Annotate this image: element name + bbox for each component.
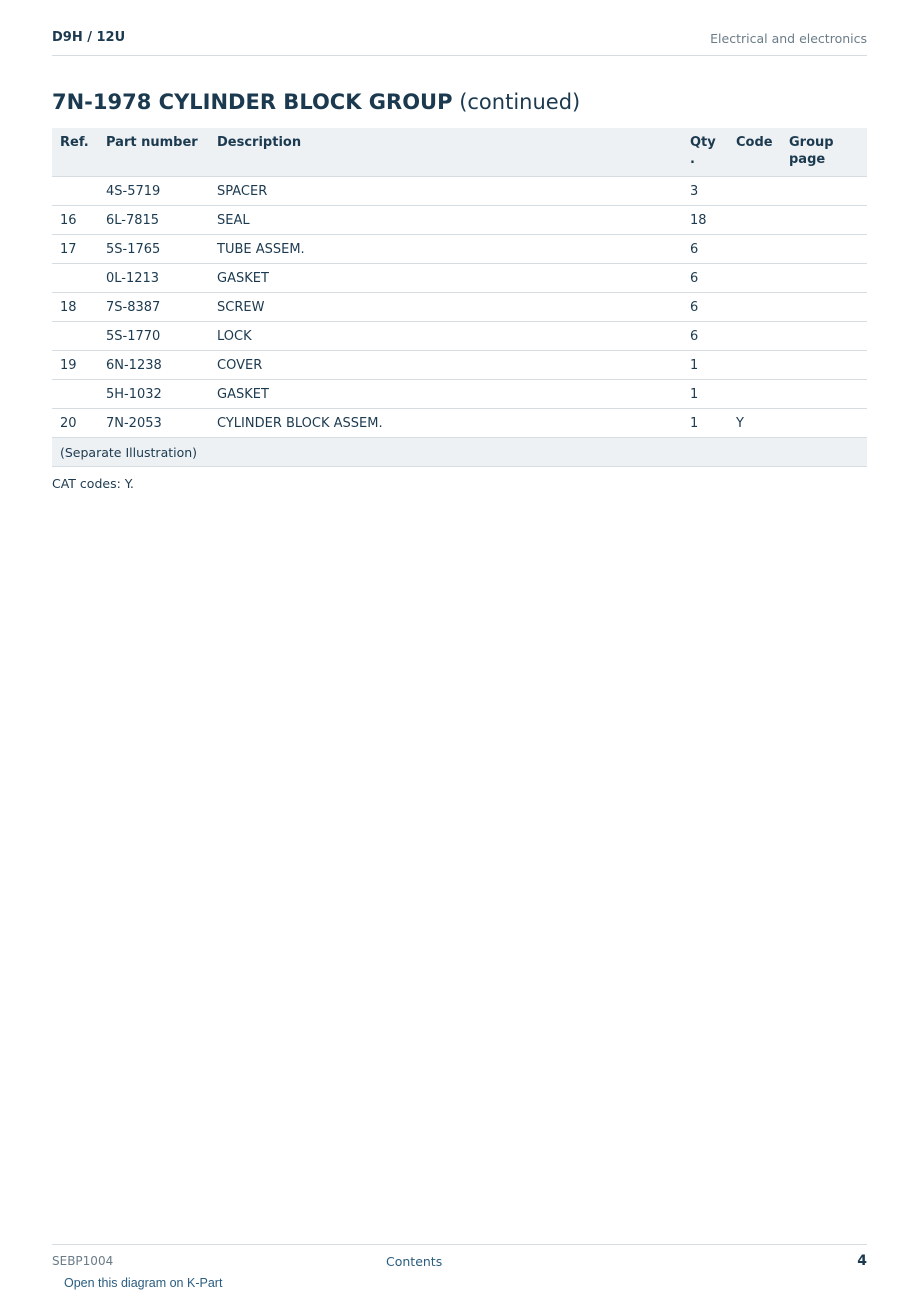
ref-cell bbox=[52, 380, 98, 409]
ref-cell: 16 bbox=[52, 206, 98, 235]
group-page-cell bbox=[781, 235, 867, 264]
table-row bbox=[52, 409, 867, 438]
ref-cell: 17 bbox=[52, 235, 98, 264]
table-row bbox=[52, 177, 867, 206]
ref-cell bbox=[52, 322, 98, 351]
description-cell: COVER bbox=[209, 351, 682, 380]
table-row bbox=[52, 293, 867, 322]
part-number-cell: 4S-5719 bbox=[98, 177, 209, 206]
part-number-cell: 5S-1770 bbox=[98, 322, 209, 351]
parts-table bbox=[52, 128, 867, 467]
qty-cell: 18 bbox=[682, 206, 728, 235]
page-title bbox=[52, 90, 580, 114]
title-suffix: (continued) bbox=[459, 90, 581, 114]
col-qty: Qty . bbox=[682, 128, 728, 177]
table-row bbox=[52, 235, 867, 264]
contents-link[interactable]: Contents bbox=[386, 1254, 443, 1269]
code-cell bbox=[728, 322, 781, 351]
section-label: Electrical and electronics bbox=[710, 31, 867, 46]
qty-cell: 6 bbox=[682, 293, 728, 322]
code-cell bbox=[728, 293, 781, 322]
code-cell bbox=[728, 235, 781, 264]
code-cell: Y bbox=[728, 409, 781, 438]
part-number-cell: 7N-2053 bbox=[98, 409, 209, 438]
group-page-cell bbox=[781, 206, 867, 235]
qty-cell: 6 bbox=[682, 322, 728, 351]
page-number: 4 bbox=[857, 1253, 867, 1269]
code-cell bbox=[728, 177, 781, 206]
description-cell: SCREW bbox=[209, 293, 682, 322]
code-cell bbox=[728, 351, 781, 380]
qty-cell: 1 bbox=[682, 409, 728, 438]
col-code: Code bbox=[728, 128, 781, 177]
part-number-cell: 7S-8387 bbox=[98, 293, 209, 322]
doc-id: SEBP1004 bbox=[52, 1254, 114, 1268]
table-row bbox=[52, 264, 867, 293]
group-page-cell bbox=[781, 177, 867, 206]
group-page-cell bbox=[781, 380, 867, 409]
description-cell: TUBE ASSEM. bbox=[209, 235, 682, 264]
qty-cell: 6 bbox=[682, 264, 728, 293]
description-cell: GASKET bbox=[209, 380, 682, 409]
description-cell: SEAL bbox=[209, 206, 682, 235]
ref-cell bbox=[52, 264, 98, 293]
page-header bbox=[52, 28, 867, 56]
group-page-cell bbox=[781, 351, 867, 380]
code-cell bbox=[728, 264, 781, 293]
group-page-cell bbox=[781, 293, 867, 322]
table-header-row bbox=[52, 128, 867, 177]
ref-cell: 19 bbox=[52, 351, 98, 380]
page-footer bbox=[52, 1244, 867, 1275]
separate-illustration-note: (Separate Illustration) bbox=[52, 438, 867, 467]
description-cell: GASKET bbox=[209, 264, 682, 293]
ref-cell: 20 bbox=[52, 409, 98, 438]
qty-cell: 6 bbox=[682, 235, 728, 264]
ref-cell: 18 bbox=[52, 293, 98, 322]
col-part-number: Part number bbox=[98, 128, 209, 177]
qty-cell: 3 bbox=[682, 177, 728, 206]
col-description: Description bbox=[209, 128, 682, 177]
col-group-page: Group page bbox=[781, 128, 867, 177]
table-row bbox=[52, 322, 867, 351]
kpart-link[interactable]: Open this diagram on K-Part bbox=[64, 1276, 223, 1290]
group-page-cell bbox=[781, 409, 867, 438]
description-cell: LOCK bbox=[209, 322, 682, 351]
table-row bbox=[52, 206, 867, 235]
group-page-cell bbox=[781, 322, 867, 351]
table-note-row bbox=[52, 438, 867, 467]
qty-cell: 1 bbox=[682, 351, 728, 380]
table-row bbox=[52, 351, 867, 380]
part-number-cell: 6L-7815 bbox=[98, 206, 209, 235]
code-cell bbox=[728, 380, 781, 409]
group-page-cell bbox=[781, 264, 867, 293]
part-number-cell: 5S-1765 bbox=[98, 235, 209, 264]
model-label: D9H / 12U bbox=[52, 30, 126, 45]
cat-codes-note: CAT codes: Y. bbox=[52, 476, 134, 491]
part-number-cell: 0L-1213 bbox=[98, 264, 209, 293]
ref-cell bbox=[52, 177, 98, 206]
table-row bbox=[52, 380, 867, 409]
col-ref: Ref. bbox=[52, 128, 98, 177]
part-number-cell: 6N-1238 bbox=[98, 351, 209, 380]
code-cell bbox=[728, 206, 781, 235]
group-title: 7N-1978 CYLINDER BLOCK GROUP bbox=[52, 90, 453, 114]
description-cell: SPACER bbox=[209, 177, 682, 206]
qty-cell: 1 bbox=[682, 380, 728, 409]
description-cell: CYLINDER BLOCK ASSEM. bbox=[209, 409, 682, 438]
part-number-cell: 5H-1032 bbox=[98, 380, 209, 409]
